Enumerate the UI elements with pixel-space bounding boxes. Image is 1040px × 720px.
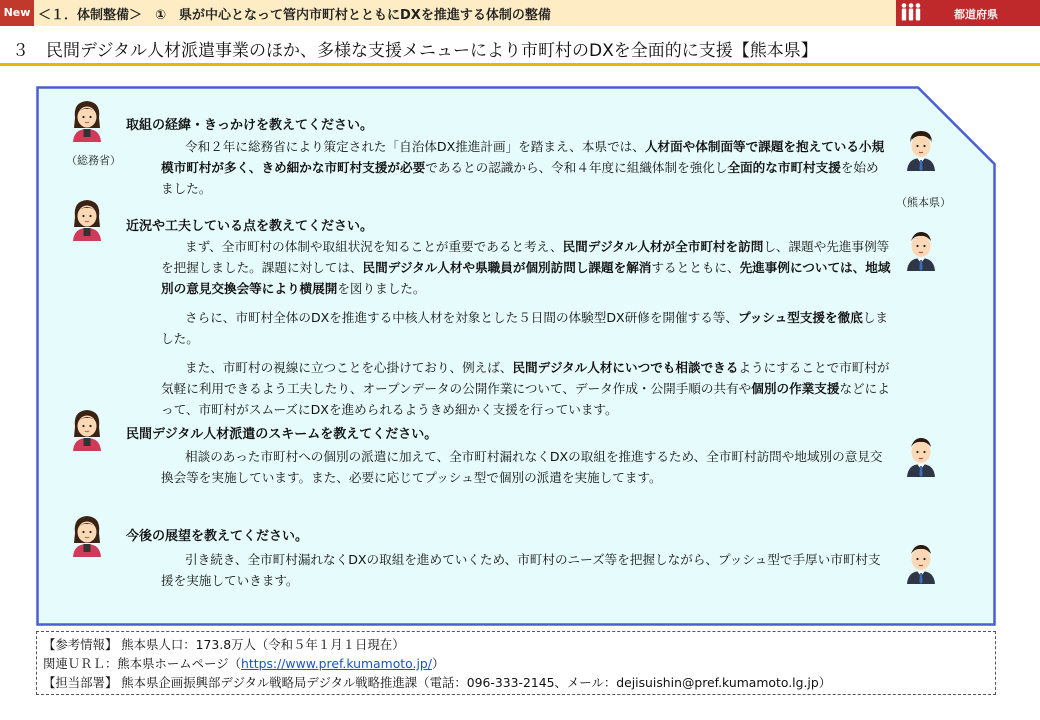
answer-emphasis: 個別の作業支援	[751, 381, 840, 396]
reference-value: 熊本県人口：173.8万人（令和５年１月１日現在）	[121, 637, 405, 652]
new-badge: New	[0, 0, 34, 26]
answer-text: などによって、市町村がスムーズにDXを進められるようきめ細かく支援を行っています。	[161, 381, 890, 417]
heading-divider	[0, 63, 1040, 66]
department-value: 熊本県企画振興部デジタル戦略局デジタル戦略推進課（電話：096-333-2145、メール：dejisuishin@pref.kumamoto.lg.jp）	[121, 675, 832, 690]
answer-paragraph	[161, 307, 891, 349]
answer-text: 相談のあった市町村への個別の派遣に加えて、全市町村漏れなくDXの取組を推進するため、全市町村訪問や地域別の意見交換会等を実施しています。また、必要に応じてプッシュ型で個別の派遣を実施してます。	[161, 449, 883, 485]
reference-row	[43, 635, 989, 654]
url-close: ）	[431, 656, 445, 671]
answer-emphasis: 民間デジタル人材が全市町村を訪問	[562, 239, 764, 254]
answer-1	[161, 136, 891, 199]
answer-paragraph	[161, 357, 891, 420]
answer-text: 引き続き、全市町村漏れなくDXの取組を進めていくため、市町村のニーズ等を把握しながら、プッシュ型で手厚い市町村支援を実施していきます。	[161, 552, 881, 588]
answer-text: さらに、市町村全体のDXを推進する中核人材を対象とした５日間の体験型DX研修を開催する等、	[185, 310, 738, 325]
answer-4	[161, 549, 891, 591]
interviewer-avatar	[70, 98, 104, 142]
interviewer-avatar	[70, 513, 104, 557]
answer-2	[161, 236, 891, 420]
header-bar	[0, 0, 1040, 26]
answer-emphasis: プッシュ型支援を徹底	[738, 310, 863, 325]
interviewer-role: （総務省）	[66, 154, 121, 167]
answer-text: を図りました。	[337, 281, 426, 296]
answer-text: するとともに、	[651, 260, 740, 275]
answer-text: ようにすることで市町村が気軽に利用できるよう工夫したり、オープンデータの公開作業について、データ作成・公開手順の共有や	[161, 360, 890, 396]
url-row	[43, 654, 989, 673]
interviewer-avatar	[70, 407, 104, 451]
question-4: 今後の展望を教えてください。	[126, 529, 309, 544]
prefecture-label: 都道府県	[954, 8, 998, 21]
respondent-avatar	[904, 433, 938, 477]
people-icon	[900, 2, 922, 22]
answer-text: しました。	[161, 310, 888, 346]
answer-emphasis: 人材面や体制面等で課題を抱えている小規模市町村が多く、きめ細かな市町村支援が必要	[161, 139, 885, 175]
answer-emphasis: 全面的な市町村支援	[727, 160, 841, 175]
answer-text: まず、全市町村の体制や取組状況を知ることが重要であると考え、	[185, 239, 563, 254]
prefecture-homepage-link[interactable]: https://www.pref.kumamoto.jp/	[241, 656, 432, 671]
answer-3	[161, 446, 891, 488]
answer-paragraph	[161, 136, 891, 199]
department-row	[43, 673, 989, 692]
interviewer-avatar	[70, 197, 104, 241]
answer-paragraph	[161, 549, 891, 591]
answer-paragraph	[161, 236, 891, 299]
answer-text: 令和２年に総務省により策定された「自治体DX推進計画」を踏まえ、本県では、	[185, 139, 645, 154]
url-label: 関連ＵＲＬ：熊本県ホームページ（	[43, 656, 242, 671]
answer-text: であるとの認識から、令和４年度に組織体制を強化し	[425, 160, 728, 175]
question-3: 民間デジタル人材派遣のスキームを教えてください。	[126, 427, 438, 442]
reference-box	[36, 631, 996, 695]
prefecture-badge	[896, 0, 1040, 26]
answer-emphasis: 民間デジタル人材や県職員が個別訪問し課題を解消	[362, 260, 652, 275]
question-1: 取組の経緯・きっかけを教えてください。	[126, 118, 374, 133]
answer-emphasis: 先進事例については、地域別の意見交換会等により横展開	[161, 260, 891, 296]
section-title: ＜１．体制整備＞ ① 県が中心となって管内市町村とともにDXを推進する体制の整備	[38, 8, 551, 23]
answer-emphasis: 民間デジタル人材にいつでも相談できる	[512, 360, 739, 375]
answer-text: を始めました。	[161, 160, 879, 196]
question-2: 近況や工夫している点を教えてください。	[126, 219, 374, 234]
respondent-avatar	[904, 540, 938, 584]
page-heading: ３ 民間デジタル人材派遣事業のほか、多様な支援メニューにより市町村のDXを全面的に支援【熊本県】	[12, 41, 818, 61]
answer-paragraph	[161, 446, 891, 488]
respondent-avatar	[904, 227, 938, 271]
respondent-role: （熊本県）	[896, 196, 951, 209]
respondent-avatar	[904, 127, 938, 171]
answer-text: し、課題や先進事例等を把握しました。課題に対しては、	[161, 239, 890, 275]
department-label: 【担当部署】	[43, 675, 118, 690]
reference-label: 【参考情報】	[43, 637, 118, 652]
answer-text: また、市町村の視線に立つことを心掛けており、例えば、	[185, 360, 513, 375]
